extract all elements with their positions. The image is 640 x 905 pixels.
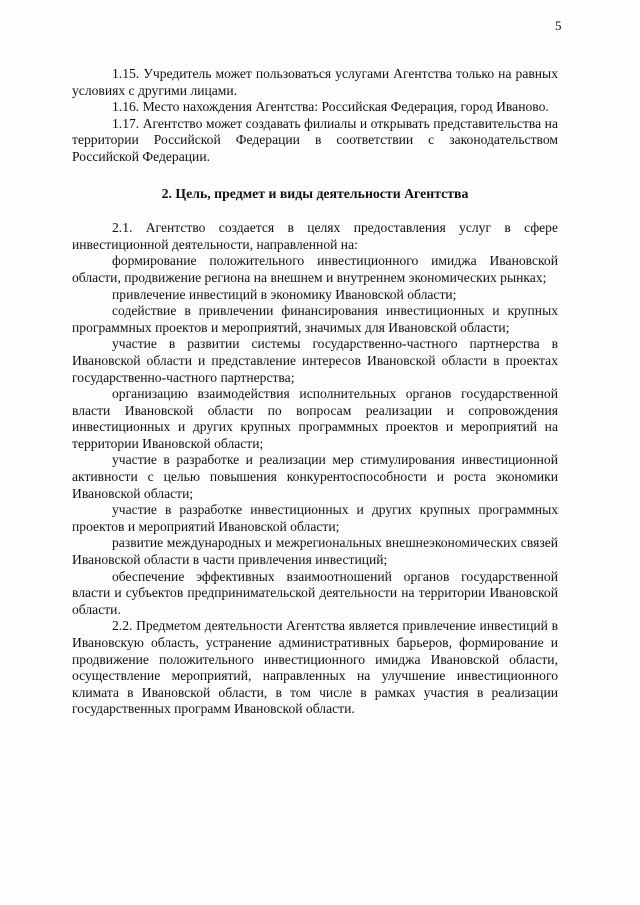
section-heading: 2. Цель, предмет и виды деятельности Агентства bbox=[161, 185, 469, 201]
clause-1-17: 1.17. Агентство может создавать филиалы и открывать представительства на территории Российской Федерации в соответствии с законодательством Российской Федерации. bbox=[72, 115, 558, 164]
list-item: привлечение инвестиций в экономику Ивановской области; bbox=[112, 286, 457, 302]
clause-1-15: 1.15. Учредитель может пользоваться услугами Агентства только на равных условиях с другими лицами. bbox=[72, 66, 558, 98]
document-body bbox=[72, 66, 558, 718]
list-item: участие в разработке инвестиционных и других крупных программных проектов и мероприятий Ивановской области; bbox=[72, 502, 558, 534]
list-item: содействие в привлечении финансирования инвестиционных и крупных программных проектов и мероприятий, значимых для Ивановской области; bbox=[72, 303, 558, 335]
clause-1-16: 1.16. Место нахождения Агентства: Российская Федерация, город Иваново. bbox=[112, 99, 549, 115]
clause-2-1-intro: 2.1. Агентство создается в целях предоставления услуг в сфере инвестиционной деятельности, направленной на: bbox=[72, 220, 558, 252]
list-item: участие в разработке и реализации мер стимулирования инвестиционной активности с целью повышения конкурентоспособности и роста экономики Ивановской области; bbox=[72, 452, 558, 501]
list-item: формирование положительного инвестиционного имиджа Ивановской области, продвижение региона на внешнем и внутреннем экономических рынках; bbox=[72, 253, 558, 285]
clause-2-2: 2.2. Предметом деятельности Агентства является привлечение инвестиций в Ивановскую область, устранение административных барьеров, формирование и продвижение положительного инвестиционного имиджа Ивановской области, осуществление мероприятий, направленных на улучшение инвестиционного климата в Ивановской области, в том числе в рамках участия в реализации государственных программ Ивановской области. bbox=[72, 618, 558, 717]
page-number: 5 bbox=[555, 18, 562, 33]
list-item: обеспечение эффективных взаимоотношений органов государственной власти и субъектов предпринимательской деятельности на территории Ивановской области. bbox=[72, 568, 558, 617]
list-item: организацию взаимодействия исполнительных органов государственной власти Ивановской области по вопросам реализации и сопровождения инвестиционных и других крупных программных проектов и мероприятий на территории Ивановской области; bbox=[72, 386, 558, 451]
list-item: участие в развитии системы государственно-частного партнерства в Ивановской области и представление интересов Ивановской области в проектах государственно-частного партнерства; bbox=[72, 336, 558, 385]
list-item: развитие международных и межрегиональных внешнеэкономических связей Ивановской области в части привлечения инвестиций; bbox=[72, 535, 558, 568]
